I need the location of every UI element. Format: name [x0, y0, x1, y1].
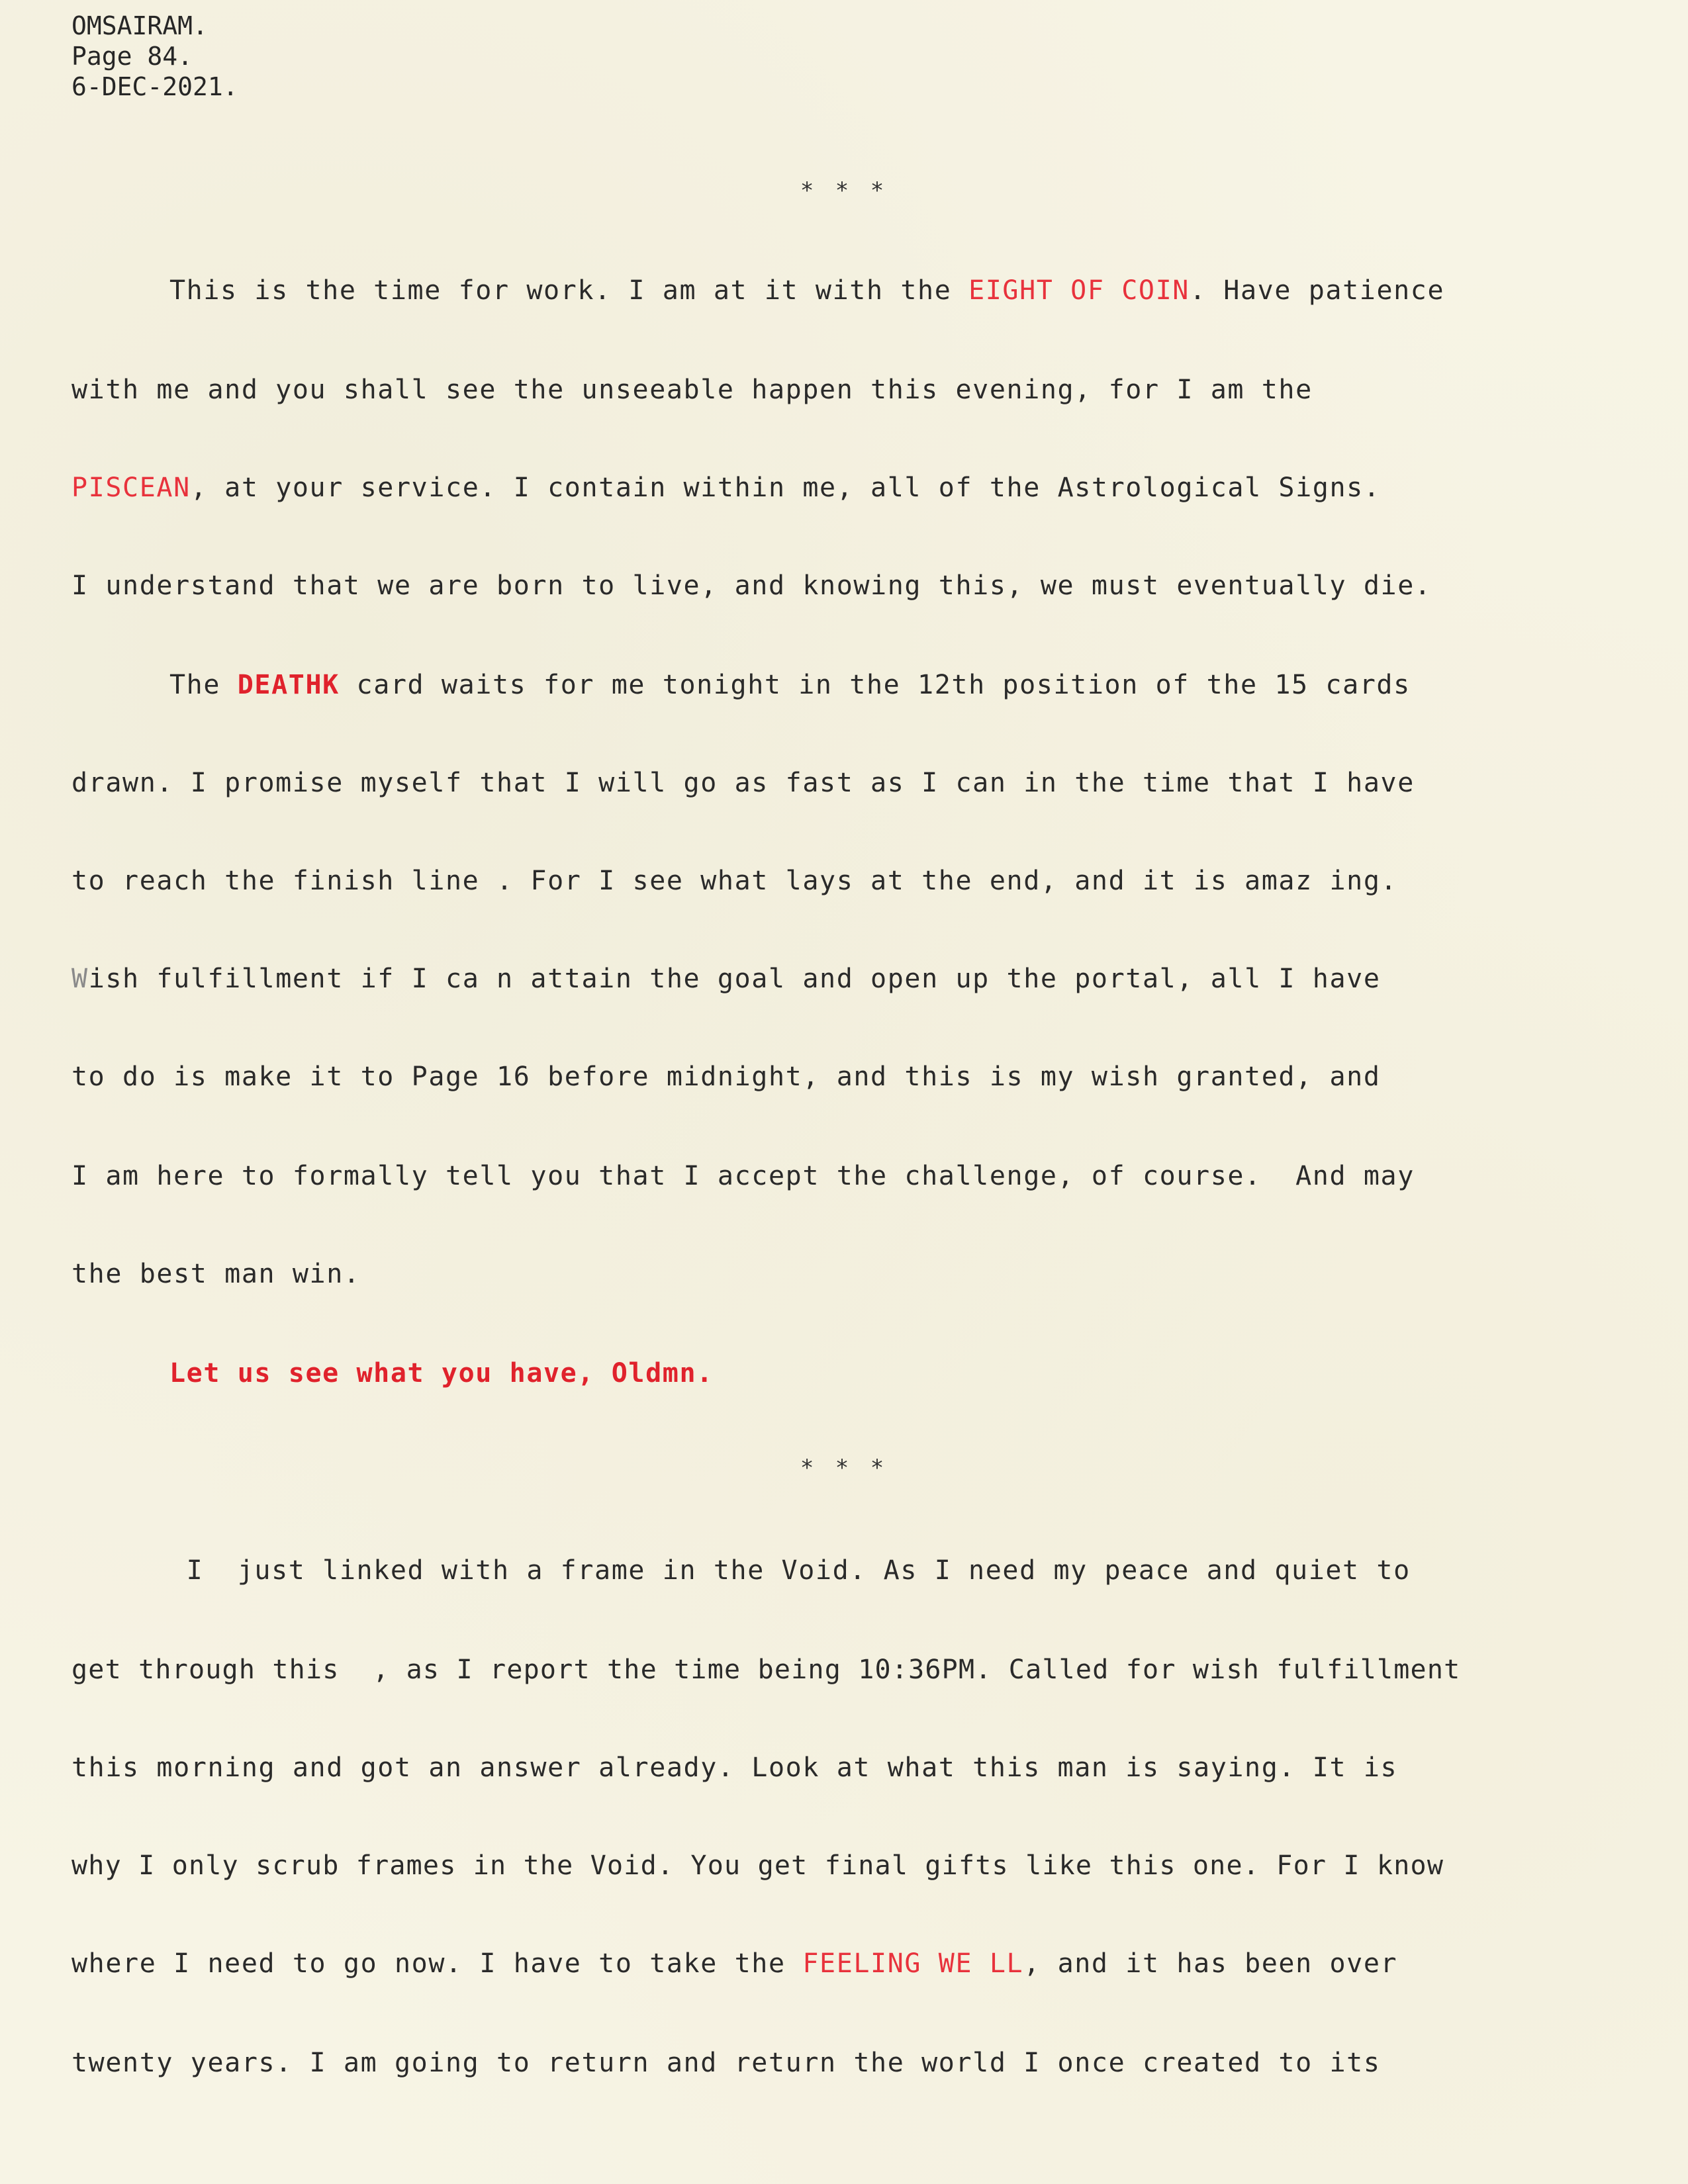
text-line: get through this , as I report the time being 10:36PM. Called for wish fulfillment [71, 1655, 1461, 1685]
header-title: OMSAIRAM. [71, 11, 208, 40]
red-quote-line: Let us see what you have, Oldmn. [169, 1358, 714, 1388]
text-line [71, 473, 1381, 503]
header-page-number: Page 84. [71, 42, 193, 71]
text-run: card waits for me tonight in the 12th position of the 15 cards [339, 670, 1411, 700]
page-header [71, 11, 238, 102]
text-run: where I need to go now. I have to take the [71, 1948, 803, 1979]
highlight-death: DEATHK [237, 670, 340, 700]
text-line [71, 1948, 1397, 1979]
text-line: the best man win. [71, 1259, 361, 1289]
text-line: drawn. I promise myself that I will go as fast as I can in the time that I have [71, 768, 1415, 798]
highlight-feeling-well: FEELING WE LL [802, 1948, 1024, 1979]
header-date: 6-DEC-2021. [71, 72, 238, 101]
text-line: with me and you shall see the unseeable happen this evening, for I am the [71, 375, 1313, 405]
text-line [71, 964, 1381, 994]
text-run-faint: W [71, 964, 89, 994]
text-run: This is the time for work. I am at it with the [169, 275, 969, 306]
text-run: , at your service. I contain within me, all of the Astrological Signs. [190, 473, 1381, 503]
text-line: to do is make it to Page 16 before midnight, and this is my wish granted, and [71, 1062, 1381, 1092]
section-separator: * * * [800, 177, 888, 204]
text-line: I understand that we are born to live, and knowing this, we must eventually die. [71, 570, 1432, 601]
text-line [169, 670, 1411, 700]
text-line [169, 275, 1444, 306]
highlight-eight-of-coin: EIGHT OF COIN [968, 275, 1190, 306]
text-run: . Have patience [1189, 275, 1445, 306]
text-line: I just linked with a frame in the Void. As I need my peace and quiet to [169, 1555, 1411, 1586]
text-line: to reach the finish line . For I see what lays at the end, and it is amaz ing. [71, 866, 1398, 896]
text-line: this morning and got an answer already. Look at what this man is saying. It is [71, 1752, 1398, 1783]
text-run: , and it has been over [1023, 1948, 1398, 1979]
highlight-piscean: PISCEAN [71, 473, 191, 503]
text-run: ish fulfillment if I ca n attain the goal and open up the portal, all I have [88, 964, 1381, 994]
text-run: The [169, 670, 238, 700]
section-separator: * * * [800, 1455, 888, 1481]
text-line: why I only scrub frames in the Void. You get final gifts like this one. For I know [71, 1850, 1444, 1881]
text-line: I am here to formally tell you that I accept the challenge, of course. And may [71, 1161, 1415, 1191]
text-line: twenty years. I am going to return and return the world I once created to its [71, 2048, 1381, 2078]
